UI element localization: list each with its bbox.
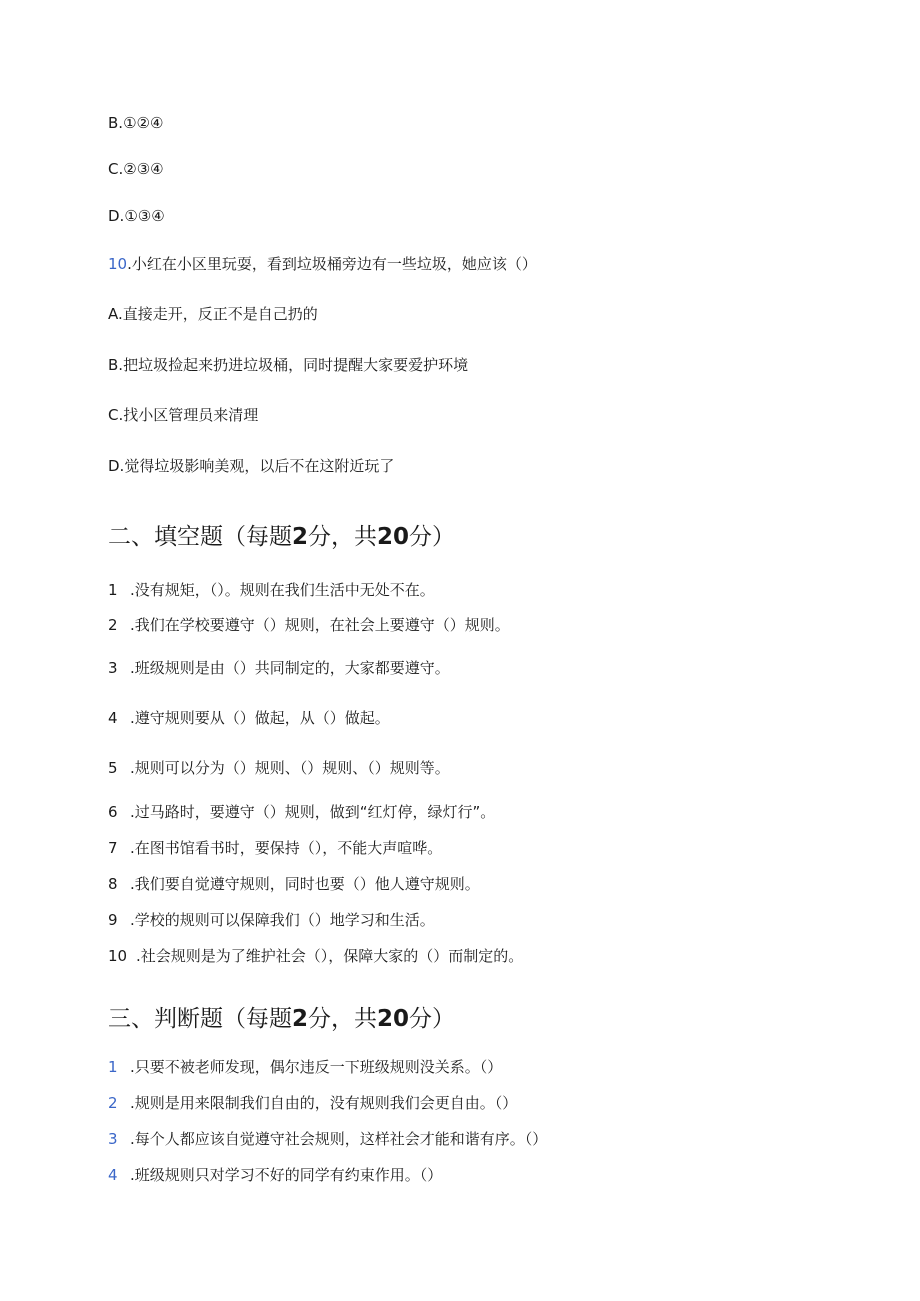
option-label: C. [108, 406, 124, 424]
heading-text: 分） [409, 524, 456, 550]
option-label: A. [108, 305, 123, 323]
heading-text: 分） [409, 1006, 456, 1032]
fill-item-4 [108, 708, 390, 728]
option-label: B. [108, 356, 124, 374]
item-number: 4 [108, 709, 118, 727]
item-number: 5 [108, 759, 118, 777]
q10-option-d [108, 456, 394, 476]
q9-option-d [108, 206, 165, 226]
fill-item-9 [108, 910, 435, 930]
item-number: 6 [108, 803, 118, 821]
item-number: 9 [108, 911, 118, 929]
question-number: 10 [108, 255, 128, 273]
fill-item-2 [108, 615, 510, 635]
fill-item-10 [108, 946, 523, 966]
judge-item-1 [108, 1057, 502, 1077]
section2-heading [108, 522, 455, 552]
item-text: .在图书馆看书时，要保持（），不能大声喧哗。 [130, 839, 443, 857]
item-text: .我们在学校要遵守（）规则，在社会上要遵守（）规则。 [130, 616, 510, 634]
option-text: ②③④ [123, 160, 164, 178]
item-text: .没有规矩，（）。规则在我们生活中无处不在。 [130, 581, 435, 599]
q10-stem [108, 254, 537, 274]
item-text: .每个人都应该自觉遵守社会规则，这样社会才能和谐有序。（） [130, 1130, 548, 1148]
item-text: .社会规则是为了维护社会（），保障大家的（）而制定的。 [136, 947, 524, 965]
judge-item-4 [108, 1165, 442, 1185]
option-text: 找小区管理员来清理 [123, 406, 259, 424]
item-text: .学校的规则可以保障我们（）地学习和生活。 [130, 911, 435, 929]
option-text: 觉得垃圾影响美观，以后不在这附近玩了 [124, 457, 395, 475]
heading-text: 三、判断题（每题 [108, 1006, 292, 1032]
option-text: 把垃圾捡起来扔进垃圾桶，同时提醒大家要爱护环境 [123, 356, 469, 374]
q9-option-b [108, 113, 163, 133]
q10-option-a [108, 304, 318, 324]
fill-item-6 [108, 802, 495, 822]
heading-text: 二、填空题（每题 [108, 524, 292, 550]
item-number: 2 [108, 616, 118, 634]
fill-item-8 [108, 874, 480, 894]
item-number: 3 [108, 1130, 118, 1148]
q9-option-c [108, 159, 164, 179]
heading-number: 20 [377, 1006, 410, 1032]
option-text: 直接走开，反正不是自己扔的 [122, 305, 318, 323]
item-text: .班级规则是由（）共同制定的，大家都要遵守。 [130, 659, 450, 677]
heading-number: 20 [377, 524, 410, 550]
heading-number: 2 [292, 524, 309, 550]
item-number: 10 [108, 947, 128, 965]
item-number: 3 [108, 659, 118, 677]
fill-item-5 [108, 758, 450, 778]
item-number: 4 [108, 1166, 118, 1184]
judge-item-2 [108, 1093, 517, 1113]
fill-item-7 [108, 838, 442, 858]
judge-item-3 [108, 1129, 547, 1149]
item-number: 1 [108, 581, 118, 599]
item-text: .班级规则只对学习不好的同学有约束作用。（） [130, 1166, 443, 1184]
item-number: 7 [108, 839, 118, 857]
q10-option-b [108, 355, 468, 375]
item-number: 2 [108, 1094, 118, 1112]
item-text: .规则是用来限制我们自由的，没有规则我们会更自由。（） [130, 1094, 518, 1112]
item-number: 1 [108, 1058, 118, 1076]
fill-item-3 [108, 658, 450, 678]
q10-option-c [108, 405, 258, 425]
option-text: ①②④ [123, 114, 164, 132]
option-label: D. [108, 457, 125, 475]
heading-text: 分，共 [308, 524, 378, 550]
item-text: .只要不被老师发现，偶尔违反一下班级规则没关系。（） [130, 1058, 503, 1076]
heading-text: 分，共 [308, 1006, 378, 1032]
item-text: .遵守规则要从（）做起，从（）做起。 [130, 709, 390, 727]
item-number: 8 [108, 875, 118, 893]
option-label: C. [108, 160, 124, 178]
fill-item-1 [108, 580, 435, 600]
question-text: .小红在小区里玩耍，看到垃圾桶旁边有一些垃圾，她应该（） [127, 255, 537, 273]
item-text: .我们要自觉遵守规则，同时也要（）他人遵守规则。 [130, 875, 480, 893]
section3-heading [108, 1004, 455, 1034]
option-label: B. [108, 114, 124, 132]
item-text: .规则可以分为（）规则、（）规则、（）规则等。 [130, 759, 450, 777]
heading-number: 2 [292, 1006, 309, 1032]
item-text: .过马路时，要遵守（）规则，做到“红灯停，绿灯行”。 [130, 803, 496, 821]
option-label: D. [108, 207, 125, 225]
option-text: ①③④ [124, 207, 165, 225]
